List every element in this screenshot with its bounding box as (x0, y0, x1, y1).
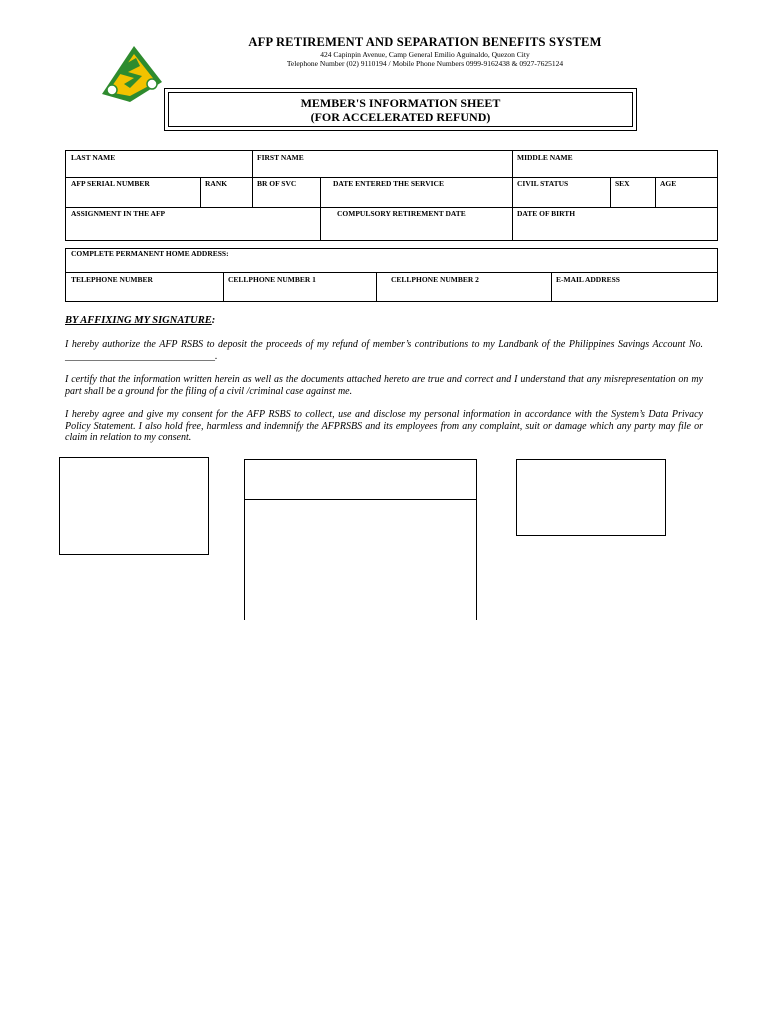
cellphone-2-field[interactable]: CELLPHONE NUMBER 2 (391, 275, 479, 284)
org-phones: Telephone Number (02) 9110194 / Mobile Phone Numbers 0999-9162438 & 0927-7625124 (286, 59, 564, 68)
org-address: 424 Capinpin Avenue, Camp General Emilio Aguinaldo, Quezon City (320, 50, 530, 59)
cellphone-1-field[interactable]: CELLPHONE NUMBER 1 (228, 275, 316, 284)
home-address-field[interactable]: COMPLETE PERMANENT HOME ADDRESS: (71, 249, 229, 258)
middle-name-field[interactable]: MIDDLE NAME (517, 153, 573, 162)
last-name-field[interactable]: LAST NAME (71, 153, 116, 162)
age-field[interactable]: AGE (660, 179, 677, 188)
date-entered-field[interactable]: DATE ENTERED THE SERVICE (333, 179, 444, 188)
first-name-field[interactable]: FIRST NAME (257, 153, 304, 162)
afp-serial-field[interactable]: AFP SERIAL NUMBER (71, 179, 150, 188)
consent-paragraph-2: I certify that the information written herein as well as the documents attached hereto are true and correct and I understand that any misrepresentation on my part shall be a ground for the filing of a civil /criminal case against me. (65, 374, 703, 397)
telephone-field[interactable]: TELEPHONE NUMBER (71, 275, 153, 284)
signature-header-box[interactable] (244, 459, 477, 500)
civil-status-field[interactable]: CIVIL STATUS (517, 179, 569, 188)
org-name: AFP RETIREMENT AND SEPARATION BENEFITS SYSTEM (248, 35, 602, 49)
thumbmark-box[interactable] (516, 459, 666, 536)
sex-field[interactable]: SEX (615, 179, 630, 188)
consent-paragraph-1: I hereby authorize the AFP RSBS to deposit the proceeds of my refund of member’s contributions to my Landbank of the Philippines Savings Account No. ______________________________. (65, 339, 703, 362)
title-box (164, 88, 637, 131)
email-field[interactable]: E-MAIL ADDRESS (556, 275, 620, 284)
photo-box[interactable] (59, 457, 209, 555)
branch-of-service-field[interactable]: BR OF SVC (257, 179, 297, 188)
title-line-1: MEMBER'S INFORMATION SHEET (300, 96, 501, 110)
consent-paragraph-3: I hereby agree and give my consent for the AFP RSBS to collect, use and disclose my personal information in accordance with the System’s Data Privacy Policy Statement. I also hold free, harmless and indemnify the AFPRSBS and its employees from any complaint, suit or damage which any party may file or claim in relation to my consent. (65, 409, 703, 443)
date-of-birth-field[interactable]: DATE OF BIRTH (517, 209, 576, 218)
title-line-2: (FOR ACCELERATED REFUND) (310, 110, 491, 124)
assignment-field[interactable]: ASSIGNMENT IN THE AFP (71, 209, 166, 218)
personal-info-grid (65, 150, 718, 241)
signature-box-left-edge (244, 499, 245, 620)
signature-box-right-edge (476, 499, 477, 620)
rsbs-logo-icon (100, 44, 164, 104)
compulsory-retirement-field[interactable]: COMPULSORY RETIREMENT DATE (337, 209, 466, 218)
rank-field[interactable]: RANK (205, 179, 228, 188)
contact-info-grid (65, 248, 718, 302)
consent-heading: BY AFFIXING MY SIGNATURE: (65, 315, 216, 326)
